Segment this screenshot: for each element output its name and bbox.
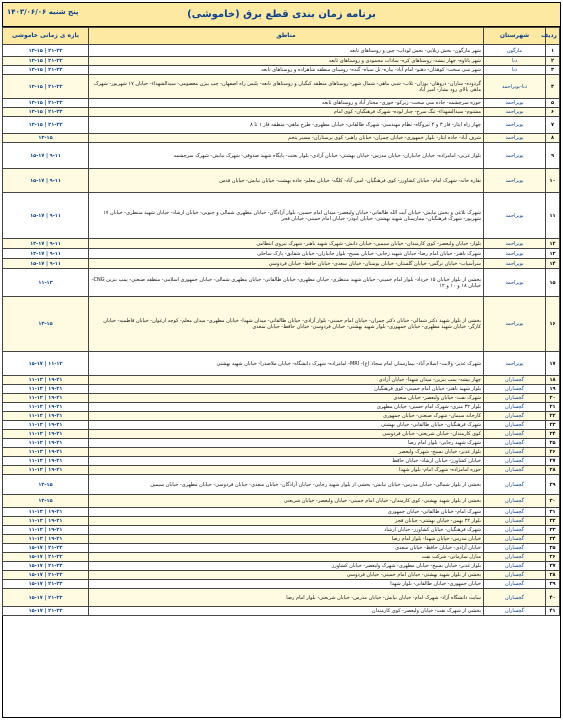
row-city: گچساران	[484, 457, 546, 466]
table-row	[3, 169, 560, 193]
row-city: گچساران	[484, 403, 546, 412]
row-areas: شهر مارگون- بخش زیلایی- بخش لوداب- چین و روستاهای تابعه	[89, 45, 484, 57]
row-areas: شهر سی سخت- کوهدان- دهنو- امام آباد- بیاره- تل سیاه- گنده- روستای منطقه شاهزاده و روستاهای تابعه	[89, 66, 484, 75]
table-row	[3, 526, 560, 535]
row-city: گچساران	[484, 526, 546, 535]
row-city: گچساران	[484, 553, 546, 562]
row-time-range: ۱۱-۱۳ | ۱۹-۲۱	[3, 526, 89, 535]
row-areas: شهرک بلاغی و بخش نیایش- خیابان آیت الله طالقانی- خیابان ولیعصر- میدان امام حسین- بلوار آزادگان- خیابان مطهری شمالی و جنوبی- خیابان ارشاد- خیابان شهید منتظری- خیابان ۱۷ شهریور- شهرک فرهنگیان- بیمارستان شهید بهشتی- خیابان ابوذر- خیابان امام خمینی- خیابان فجر	[89, 193, 484, 239]
row-city: گچساران	[484, 475, 546, 495]
row-number: ۵	[546, 99, 560, 108]
row-areas: شهرک باهنر- خیابان امام رضا- خیابان شهید رجایی- خیابان بسیج- بلوار جانبازان- خیابان شقایق- پارک ساحلی	[89, 249, 484, 259]
row-number: ۲۷	[546, 457, 560, 466]
row-city: گچساران	[484, 394, 546, 403]
row-number: ۶	[546, 108, 560, 117]
row-city: گچساران	[484, 535, 546, 544]
col-time-header: بازه ی زمانی خاموشی	[3, 28, 89, 45]
row-areas: بخشی از بلوار خیابان ۱۵ خرداد- بلوار امام خمینی- خیابان شهید منتظری- خیابان مطهری- خیابان طالقانی- خیابان مطهری شمالی- خیابان جمهوری اسلامی- منطقه صنعتی- پمپ بنزین CNG- خیابان ۱۸ و ۱۰ و ۱۲	[89, 269, 484, 297]
row-number: ۳	[546, 66, 560, 75]
table-row	[3, 580, 560, 589]
row-number: ۳۱	[546, 508, 560, 517]
table-row	[3, 448, 560, 457]
row-time-range: ۱۳-۱۵ | ۲۱-۲۳	[3, 45, 89, 57]
table-row	[3, 553, 560, 562]
row-time-range: ۱۵-۱۷ | ۹-۱۱	[3, 143, 89, 169]
row-time-range: ۱۵-۱۷ | ۲۱-۲۳	[3, 571, 89, 580]
row-city: بویراحمد	[484, 259, 546, 269]
row-city: بویراحمد	[484, 249, 546, 259]
date-label: پنج شنبه ۱۴۰۳/۰۶/۰۶	[7, 8, 79, 16]
table-row	[3, 439, 560, 448]
row-number: ۱۵	[546, 269, 560, 297]
table-row	[3, 403, 560, 412]
row-city: بویراحمد	[484, 169, 546, 193]
table-row	[3, 394, 560, 403]
row-time-range: ۱۳-۱۵	[3, 475, 89, 495]
row-number: ۱۴	[546, 259, 560, 269]
table-header-row	[3, 28, 560, 45]
row-time-range: ۱۵-۱۷ | ۹-۱۱	[3, 169, 89, 193]
row-city: گچساران	[484, 421, 546, 430]
row-areas: بلوار- خیابان ولیعصر- کوی کارمندان- خیابان سیمین- خیابان دانش- شهرک شهید باهنر- شهرک نیروی انتظامی	[89, 239, 484, 249]
row-city: بویراحمد	[484, 297, 546, 352]
table-row	[3, 269, 560, 297]
row-areas: خیابان جمهوری- خیابان طالقانی- بلوار شهدا	[89, 580, 484, 589]
row-number: ۳۲	[546, 517, 560, 526]
row-number: ۱۹	[546, 385, 560, 394]
row-number: ۲۴	[546, 430, 560, 439]
row-time-range: ۱۱-۱۳ | ۱۹-۲۱	[3, 448, 89, 457]
row-time-range: ۱۳-۱۵	[3, 297, 89, 352]
row-city: بویراحمد	[484, 239, 546, 249]
row-city: گچساران	[484, 412, 546, 421]
row-time-range: ۱۵-۱۷ | ۲۱-۲۳	[3, 553, 89, 562]
table-row	[3, 99, 560, 108]
row-city: گچساران	[484, 571, 546, 580]
row-time-range: ۱۵-۱۷ | ۹-۱۱	[3, 193, 89, 239]
table-row	[3, 143, 560, 169]
row-time-range: ۱۱-۱۳ | ۱۹-۲۱	[3, 466, 89, 475]
row-city: بویراحمد	[484, 143, 546, 169]
row-time-range: ۱۱-۱۳ | ۱۹-۲۱	[3, 508, 89, 517]
row-city: گچساران	[484, 580, 546, 589]
row-areas: چهار بیشه- پمپ بنزین- میدان شهدا- خیابان آزادی	[89, 376, 484, 385]
row-areas: خیابان کشاورز- خیابان ارشاد- خیابان حافظ	[89, 457, 484, 466]
table-body	[3, 45, 560, 616]
row-city: گچساران	[484, 508, 546, 517]
table-row	[3, 466, 560, 475]
table-row	[3, 508, 560, 517]
row-number: ۱	[546, 45, 560, 57]
table-row	[3, 517, 560, 526]
row-time-range: ۱۵-۱۷ | ۲۱-۲۳	[3, 562, 89, 571]
row-areas: مشتوم- سیدالشهداء- تنگ سرخ- چنار لوده- شهرک فرهنگیان- کوی امام	[89, 108, 484, 117]
row-time-range: ۱۱-۱۳ | ۱۹-۲۱	[3, 430, 89, 439]
row-number: ۳۳	[546, 526, 560, 535]
table-row	[3, 193, 560, 239]
table-row	[3, 589, 560, 607]
row-time-range: ۱۳-۱۵ | ۲۱-۲۳	[3, 66, 89, 75]
row-areas: کوی کارمندان- خیابان شریعتی- خیابان فردوسی	[89, 430, 484, 439]
table-row	[3, 45, 560, 57]
row-number: ۳۶	[546, 553, 560, 562]
row-areas: شهرک غدیر- ولایت- اسلام آباد- بیمارستان امام سجاد (ع)- MRI- امامزاده- شهرک دانشگاه- خیابان ملاصدرا- خیابان شهید بهشتی	[89, 352, 484, 376]
row-time-range: ۱۱-۱۳ | ۱۹-۲۱	[3, 412, 89, 421]
row-city: گچساران	[484, 517, 546, 526]
row-number: ۱۸	[546, 376, 560, 385]
row-number: ۳۷	[546, 562, 560, 571]
row-number: ۸	[546, 134, 560, 143]
row-areas: بخشی از بلوار شهید بهشتی- کوی کارمندان- خیابان امام خمینی- خیابان ولیعصر- خیابان شریعتی	[89, 495, 484, 508]
schedule-table	[2, 27, 560, 616]
row-number: ۲۱	[546, 403, 560, 412]
table-row	[3, 535, 560, 544]
row-time-range: ۱۱-۱۳	[3, 269, 89, 297]
row-number: ۲۹	[546, 475, 560, 495]
row-time-range: ۱۳-۱۷ | ۹-۱۱	[3, 249, 89, 259]
table-row	[3, 239, 560, 249]
row-areas: منازل سازمانی- شرکت نفت	[89, 553, 484, 562]
row-city: گچساران	[484, 385, 546, 394]
table-row	[3, 495, 560, 508]
row-city: گچساران	[484, 562, 546, 571]
row-time-range: ۱۳-۱۵ | ۲۱-۲۳	[3, 108, 89, 117]
row-areas: خیابان مدرس- خیابان شهدا- بلوار امام رضا	[89, 535, 484, 544]
row-number: ۲۸	[546, 466, 560, 475]
row-city: بویراحمد	[484, 193, 546, 239]
row-number: ۱۲	[546, 239, 560, 249]
table-row	[3, 421, 560, 430]
row-number: ۱۷	[546, 352, 560, 376]
page-title: برنامه زمان بندی قطع برق (خاموشی)	[187, 9, 376, 20]
row-areas: گردوده- ساران- دروهان- بوژان- تلاب- شبی ماهی- شمال شهر- روستاهای منطقه کبگیان و روستاهای تابعه- پلیس راه اصفهان- چپ بیژن معصومی- سیدالشهداء- خیابان ۱۷ شهریور- شهرک ماهی بالای رود بشار- امیر آباد	[89, 75, 484, 99]
row-time-range: ۱۱-۱۳ | ۱۹-۲۱	[3, 517, 89, 526]
row-areas: بلوار ۲۲ بهمن- خیابان بهشتی- خیابان فجر	[89, 517, 484, 526]
row-areas: بخشی از بلوار شهید دکتر شمالی- خیابان دکتر چمران- خیابان امام خمینی- بلوار آزادی- خیابان طالقانی- میدان شهدا- خیابان مطهری- میدان معلم- کوچه ارغوان- خیابان فاطمیه- خیابان کارگر- خیابان شهید مطهری- خیابان جمهوری- بلوار شهید بهشتی- خیابان فردوسی- خیابان حافظ- خیابان سعدی	[89, 297, 484, 352]
row-number: ۲۳	[546, 421, 560, 430]
row-time-range: ۱۱-۱۳ | ۱۹-۲۱	[3, 421, 89, 430]
row-city: گچساران	[484, 376, 546, 385]
row-city: بویراحمد	[484, 99, 546, 108]
table-row	[3, 66, 560, 75]
row-number: ۹	[546, 143, 560, 169]
schedule-sheet	[2, 2, 561, 718]
table-row	[3, 134, 560, 143]
row-areas: بخشی از بلوار شمالی- خیابان مدرس- خیابان نیایش- بخشی از بلوار شهید رجایی- خیابان آزادگان- خیابان سعدی- خیابان فردوسی- خیابان مطهری- خیابان سیمین	[89, 475, 484, 495]
table-row	[3, 475, 560, 495]
row-city: گچساران	[484, 544, 546, 553]
row-areas: نقاره خانه- شهرک امام- خیابان کشاورز- کوی فرهنگیان- امین آباد- کلگه- خیابان معلم- جاده بهشت- خیابان نیایش- خیابان قدس	[89, 169, 484, 193]
row-number: ۴۰	[546, 589, 560, 607]
row-number: ۲	[546, 57, 560, 66]
title-bar	[3, 3, 560, 27]
row-city: دنا	[484, 66, 546, 75]
row-areas: بلوار ۳۲ متری- شهرک امام حسین- خیابان مطهری	[89, 403, 484, 412]
row-areas: شهرک فرهنگیان- خیابان طالقانی- خیابان بهشتی	[89, 421, 484, 430]
row-number: ۳۰	[546, 495, 560, 508]
row-areas: شهر پاتاوه- چهار بیشه- روستاهای کره- سادات محمودی و روستاهای تابعه	[89, 57, 484, 66]
row-city: گچساران	[484, 607, 546, 616]
row-time-range: ۱۳-۱۷ | ۹-۱۱	[3, 239, 89, 249]
row-number: ۱۳	[546, 249, 560, 259]
row-number: ۳۴	[546, 535, 560, 544]
row-number: ۱۱	[546, 193, 560, 239]
row-time-range: ۱۵-۱۷ | ۱۱-۱۳	[3, 352, 89, 376]
row-time-range: ۱۳-۱۵ | ۲۱-۲۳	[3, 57, 89, 66]
row-city: گچساران	[484, 495, 546, 508]
table-row	[3, 430, 560, 439]
table-row	[3, 562, 560, 571]
row-city: گچساران	[484, 439, 546, 448]
row-number: ۲۵	[546, 439, 560, 448]
table-row	[3, 352, 560, 376]
row-time-range: ۱۳-۱۵ | ۲۱-۲۳	[3, 99, 89, 108]
row-time-range: ۱۵-۱۷ | ۹-۱۱	[3, 259, 89, 269]
table-row	[3, 607, 560, 616]
table-row	[3, 108, 560, 117]
row-areas: بلوار غربی- امامزاده- خیابان جانبازان- خیابان مدرس- خیابان بهشتی- خیابان آزادی- بلوار بعثت- پایگاه شهید صدوقی- شهرک نیایش- شهرک سرچشمه	[89, 143, 484, 169]
table-row	[3, 385, 560, 394]
col-num-header: ردیف	[546, 28, 560, 45]
row-city: بویراحمد	[484, 117, 546, 134]
row-number: ۱۰	[546, 169, 560, 193]
row-time-range: ۱۱-۱۳ | ۱۹-۲۱	[3, 439, 89, 448]
table-row	[3, 457, 560, 466]
table-row	[3, 57, 560, 66]
table-row	[3, 297, 560, 352]
row-number: ۳۸	[546, 571, 560, 580]
row-areas: شهرک فرهنگیان- خیابان کشاورز- خیابان ارشاد	[89, 526, 484, 535]
row-city: دنا	[484, 57, 546, 66]
row-number: ۲۲	[546, 412, 560, 421]
row-city: گچساران	[484, 448, 546, 457]
row-number: ۱۶	[546, 297, 560, 352]
row-time-range: ۱۱-۱۳ | ۱۹-۲۱	[3, 535, 89, 544]
row-time-range: ۱۱-۱۳ | ۱۹-۲۱	[3, 394, 89, 403]
row-time-range: ۱۵-۱۷ | ۲۱-۲۳	[3, 544, 89, 553]
row-areas: بلوار شهید باهنر- خیابان امام خمینی- کوی فرهنگیان	[89, 385, 484, 394]
row-city: گچساران	[484, 589, 546, 607]
col-area-header: مناطق	[89, 28, 484, 45]
table-row	[3, 249, 560, 259]
row-time-range: ۱۳-۱۵ | ۲۱-۲۳	[3, 75, 89, 99]
row-areas: سایت دانشگاه آزاد- شهرک امام- خیابان نیایش- خیابان مدرس- خیابان شریعتی- بلوار امام رضا	[89, 589, 484, 607]
row-areas: چهار راه ایثار- فاز ۳ و ۴ نیروگاه- نظام مهندسی- شهرک طالقانی- خیابان مطهری- طرح ماهی- منطقه فاز ۱ تا ۸	[89, 117, 484, 134]
row-time-range: ۱۱-۱۳ | ۱۹-۲۱	[3, 403, 89, 412]
row-time-range: ۱۵-۱۷ | ۲۱-۲۳	[3, 580, 89, 589]
row-areas: کارخانه سیمان- شهرک صنعتی- خیابان جمهوری	[89, 412, 484, 421]
row-city: گچساران	[484, 430, 546, 439]
row-time-range: ۱۵-۱۷ | ۲۱-۲۳	[3, 589, 89, 607]
row-time-range: ۱۳-۱۵ | ۲۱-۲۳	[3, 117, 89, 134]
row-number: ۴	[546, 75, 560, 99]
row-number: ۷	[546, 117, 560, 134]
row-time-range: ۱۱-۱۳ | ۱۹-۲۱	[3, 385, 89, 394]
row-areas: بلوار غدیر- خیابان بسیج- شهرک ولیعصر	[89, 448, 484, 457]
row-city: بویراحمد	[484, 108, 546, 117]
row-areas: خیابان آزادی- خیابان حافظ- خیابان سعدی	[89, 544, 484, 553]
row-time-range: ۱۳-۱۵	[3, 495, 89, 508]
row-areas: بخشی از شهرک نفت- خیابان ولیعصر- کوی کارمندان	[89, 607, 484, 616]
row-time-range: ۱۱-۱۳ | ۱۹-۲۱	[3, 457, 89, 466]
table-row	[3, 544, 560, 553]
row-number: ۲۶	[546, 448, 560, 457]
table-row	[3, 412, 560, 421]
row-time-range: ۱۳-۱۵	[3, 134, 89, 143]
row-city: بویراحمد	[484, 269, 546, 297]
row-areas: شهرک نفت- خیابان ولیعصر- خیابان سعدی	[89, 394, 484, 403]
table-row	[3, 117, 560, 134]
row-areas: حوزه سرچشمه- جاده سی سخت- زیرکو- خوزی- مختار آباد و روستاهای تابعه	[89, 99, 484, 108]
row-city: بویراحمد	[484, 352, 546, 376]
row-time-range: ۱۵-۱۷ | ۲۱-۲۳	[3, 607, 89, 616]
row-number: ۳۵	[546, 544, 560, 553]
table-row	[3, 571, 560, 580]
row-city: مارگون	[484, 45, 546, 57]
row-areas: سرآسیاب- خیابان نرگس- خیابان گلستان- خیابان بوستان- خیابان سعدی- خیابان حافظ- خیابان فردوسی	[89, 259, 484, 269]
row-areas: بخشی از بلوار شهید بهشتی- خیابان امام خمینی- خیابان فردوسی	[89, 571, 484, 580]
row-time-range: ۱۱-۱۳ | ۱۹-۲۱	[3, 376, 89, 385]
table-row	[3, 376, 560, 385]
row-city: گچساران	[484, 466, 546, 475]
row-number: ۳۹	[546, 580, 560, 589]
row-areas: شهرک امام- خیابان طالقانی- خیابان جمهوری	[89, 508, 484, 517]
table-row	[3, 259, 560, 269]
row-number: ۴۱	[546, 607, 560, 616]
row-areas: حوزه امامزاده- شهرک امام- بلوار شهدا	[89, 466, 484, 475]
row-areas: شرف آباد- جاده ایثار- بلوار جمهوری- خیابان چمران- خیابان راهبر- کوی پرستاران- مسیر پنجم	[89, 134, 484, 143]
row-areas: بلوار غدیر- خیابان بسیج- خیابان مطهری- شهرک ولیعصر- خیابان کشاورز	[89, 562, 484, 571]
row-city: بویراحمد	[484, 134, 546, 143]
row-number: ۲۰	[546, 394, 560, 403]
row-city: دنا-بویراحمد	[484, 75, 546, 99]
table-row	[3, 75, 560, 99]
row-areas: شهرک شهید رجایی- بلوار امام رضا	[89, 439, 484, 448]
col-city-header: شهرستان	[484, 28, 546, 45]
